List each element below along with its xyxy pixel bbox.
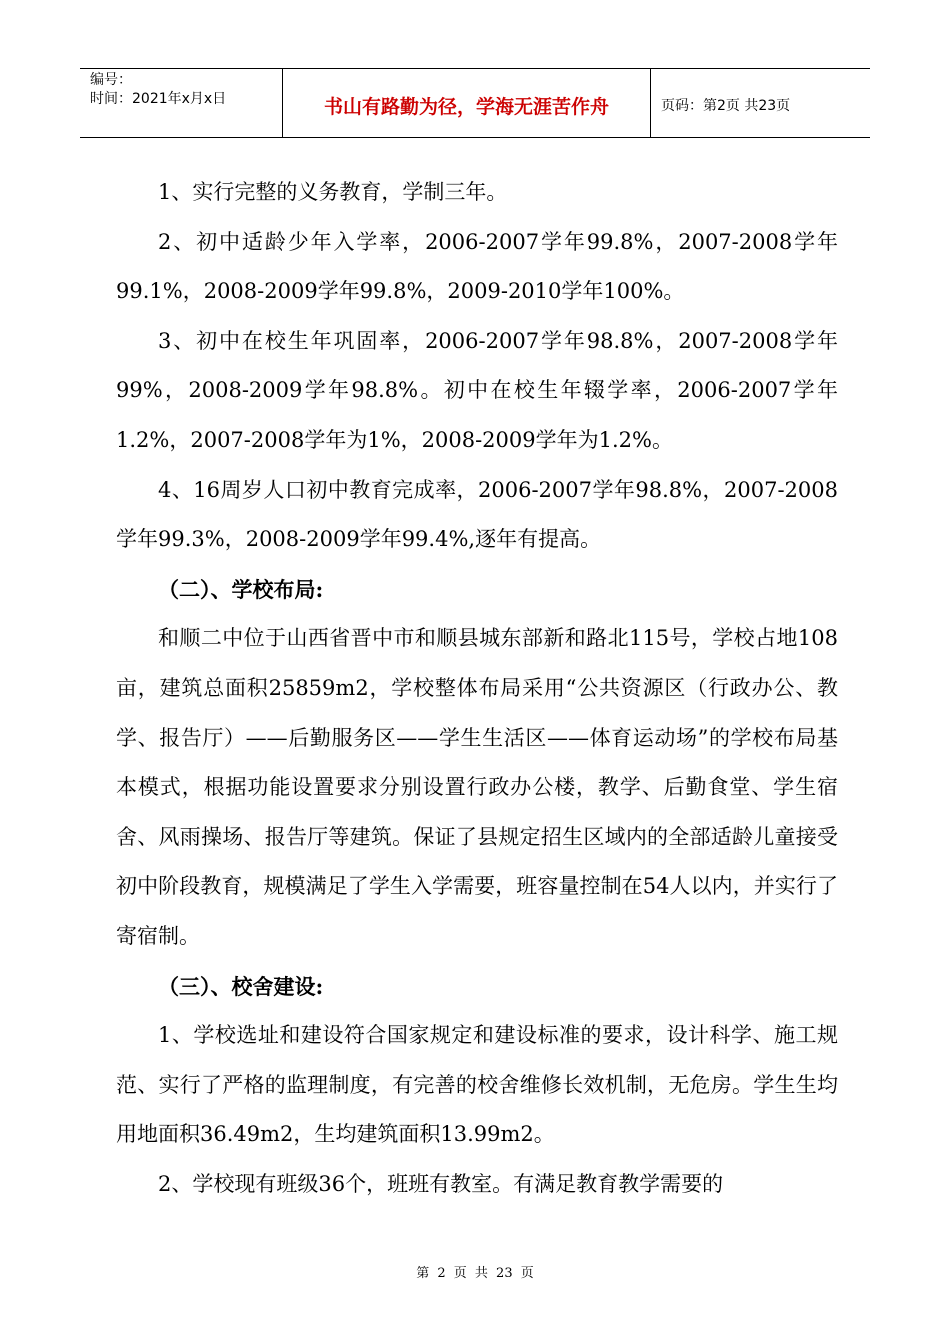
header-page-info: 页码：第2页 共23页 [661,98,791,114]
paragraph-site-selection: 1、学校选址和建设符合国家规定和建设标准的要求，设计科学、施工规范、实行了严格的监理制度，有完善的校舍维修长效机制，无危房。学生生均用地面积36.49m2，生均建筑面积13.99m2。 [116,1023,838,1147]
serial-label: 编号： [90,72,132,88]
section-heading-layout: （二）、学校布局: [158,576,324,602]
header-meta-cell [80,69,283,137]
section-heading-buildings: （三）、校舍建设: [158,973,324,999]
paragraph-classrooms: 2、学校现有班级36个，班班有教室。有满足教育教学需要的 [158,1171,724,1196]
paragraph-completion-rate: 4、16周岁人口初中教育完成率，2006-2007学年98.8%，2007-2008学年99.3%，2008-2009学年99.4%,逐年有提高。 [116,477,838,552]
document-body [116,168,838,1209]
page-footer: 第 2 页 共 23 页 [416,1266,534,1281]
document-header [80,68,870,138]
time-label: 时间：2021年x月x日 [90,91,227,107]
paragraph-school-layout: 和顺二中位于山西省晋中市和顺县城东部新和路北115号，学校占地108亩，建筑总面积25859m2，学校整体布局采用“公共资源区（行政办公、教学、报告厅）——后勤服务区——学生生活区——体育运动场”的学校布局基本模式，根据功能设置要求分别设置行政办公楼，教学、后勤食堂、学生宿舍、风雨操场、报告厅等建筑。保证了县规定招生区域内的全部适龄儿童接受初中阶段教育，规模满足了学生入学需要，班容量控制在54人以内，并实行了寄宿制。 [116,626,838,948]
paragraph-enrollment-system: 1、实行完整的义务教育，学制三年。 [158,180,508,204]
header-motto: 书山有路勤为径，学海无涯苦作舟 [283,69,651,137]
paragraph-retention-rate: 3、初中在校生年巩固率，2006-2007学年98.8%，2007-2008学年99%，2008-2009学年98.8%。初中在校生年辍学率，2006-2007学年1.2%，2007-2008学年为1%，2008-2009学年为1.2%。 [116,328,838,452]
paragraph-enrollment-rate: 2、初中适龄少年入学率，2006-2007学年99.8%，2007-2008学年99.1%，2008-2009学年99.8%，2009-2010学年100%。 [116,229,838,304]
